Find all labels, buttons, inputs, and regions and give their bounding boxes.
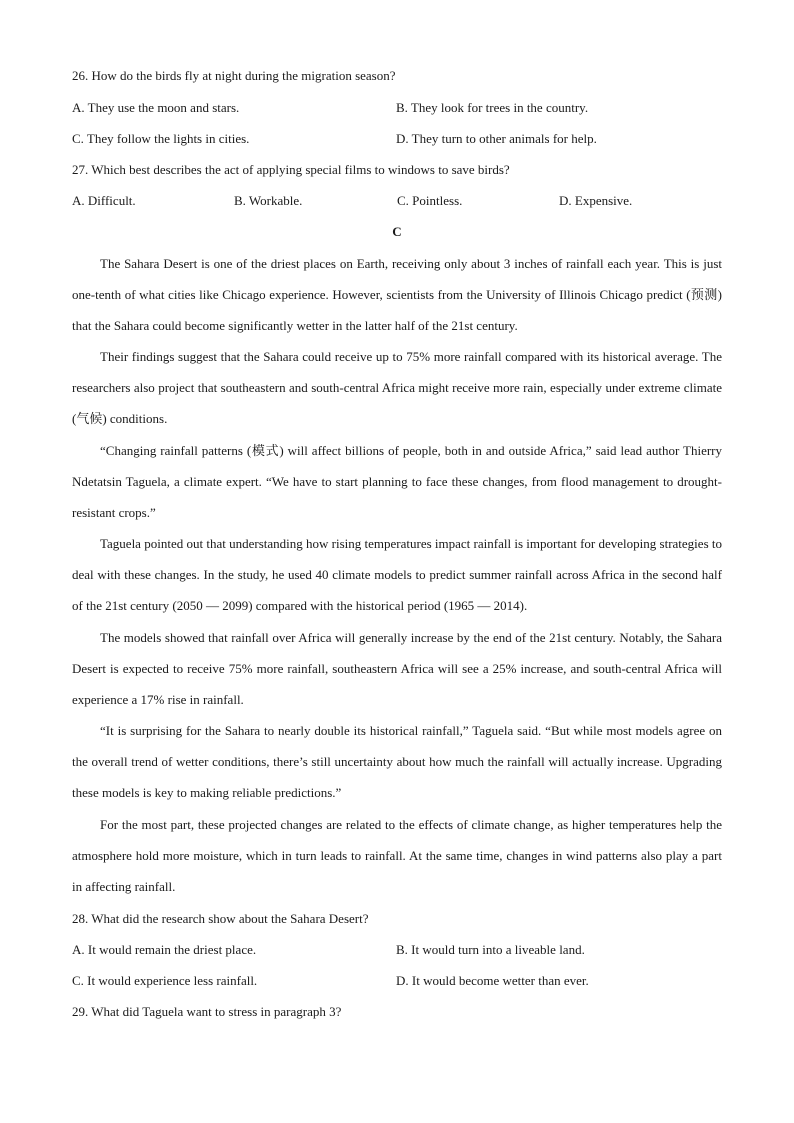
passage-paragraph-1: The Sahara Desert is one of the driest places on Earth, receiving only about 3 inches of rainfall each year. This is just one-tenth of what cities like Chicago experience. However, scientists from the University of Illinois Chicago predict (预测) that the Sahara could become significantly wetter in the latter half of the 21st century. bbox=[72, 256, 722, 334]
passage-paragraph-6: “It is surprising for the Sahara to nearly double its historical rainfall,” Taguela said. “But while most models agree on the overall trend of wetter conditions, there’s still uncertainty about how much the rainfall will actually increase. Upgrading these models is key to making reliable predictions.” bbox=[72, 723, 722, 801]
question-27-option-a: A. Difficult. bbox=[72, 193, 136, 208]
question-26-option-a: A. They use the moon and stars. bbox=[72, 100, 240, 115]
section-heading-c: C bbox=[392, 224, 402, 239]
question-28-option-c: C. It would experience less rainfall. bbox=[72, 973, 258, 988]
question-27-option-d: D. Expensive. bbox=[559, 193, 633, 208]
question-27-option-c: C. Pointless. bbox=[397, 193, 463, 208]
question-28-option-a: A. It would remain the driest place. bbox=[72, 942, 257, 957]
question-27-stem: 27. Which best describes the act of applying special films to windows to save birds? bbox=[72, 162, 510, 177]
passage-paragraph-7: For the most part, these projected changes are related to the effects of climate change, as higher temperatures help the atmosphere hold more moisture, which in turn leads to rainfall. At the same time, changes in wind patterns also play a part in affecting rainfall. bbox=[72, 817, 722, 895]
passage-paragraph-5: The models showed that rainfall over Africa will generally increase by the end of the 21st century. Notably, the Sahara Desert is expected to receive 75% more rainfall, southeastern Africa will see a 25% increase, and south-central Africa will experience a 17% rise in rainfall. bbox=[72, 630, 722, 708]
passage-paragraph-4: Taguela pointed out that understanding how rising temperatures impact rainfall is important for developing strategies to deal with these changes. In the study, he used 40 climate models to predict summer rainfall across Africa in the second half of the 21st century (2050 — 2099) compared with the historical period (1965 — 2014). bbox=[72, 536, 722, 614]
question-26-stem: 26. How do the birds fly at night during the migration season? bbox=[72, 68, 396, 83]
passage-paragraph-3: “Changing rainfall patterns (模式) will affect billions of people, both in and outside Africa,” said lead author Thierry Ndetatsin Taguela, a climate expert. “We have to start planning to face these changes, from flood management to drought-resistant crops.” bbox=[72, 443, 722, 521]
question-28-option-d: D. It would become wetter than ever. bbox=[396, 973, 589, 988]
question-27-option-b: B. Workable. bbox=[234, 193, 303, 208]
question-28-stem: 28. What did the research show about the Sahara Desert? bbox=[72, 911, 369, 926]
question-28-option-b: B. It would turn into a liveable land. bbox=[396, 942, 585, 957]
question-26-option-b: B. They look for trees in the country. bbox=[396, 100, 589, 115]
question-26-option-c: C. They follow the lights in cities. bbox=[72, 131, 250, 146]
passage-paragraph-2: Their findings suggest that the Sahara could receive up to 75% more rainfall compared with its historical average. The researchers also project that southeastern and south-central Africa might receive more rain, especially under extreme climate (气候) conditions. bbox=[72, 349, 722, 427]
question-26-option-d: D. They turn to other animals for help. bbox=[396, 131, 597, 146]
question-29-stem: 29. What did Taguela want to stress in paragraph 3? bbox=[72, 1004, 342, 1019]
